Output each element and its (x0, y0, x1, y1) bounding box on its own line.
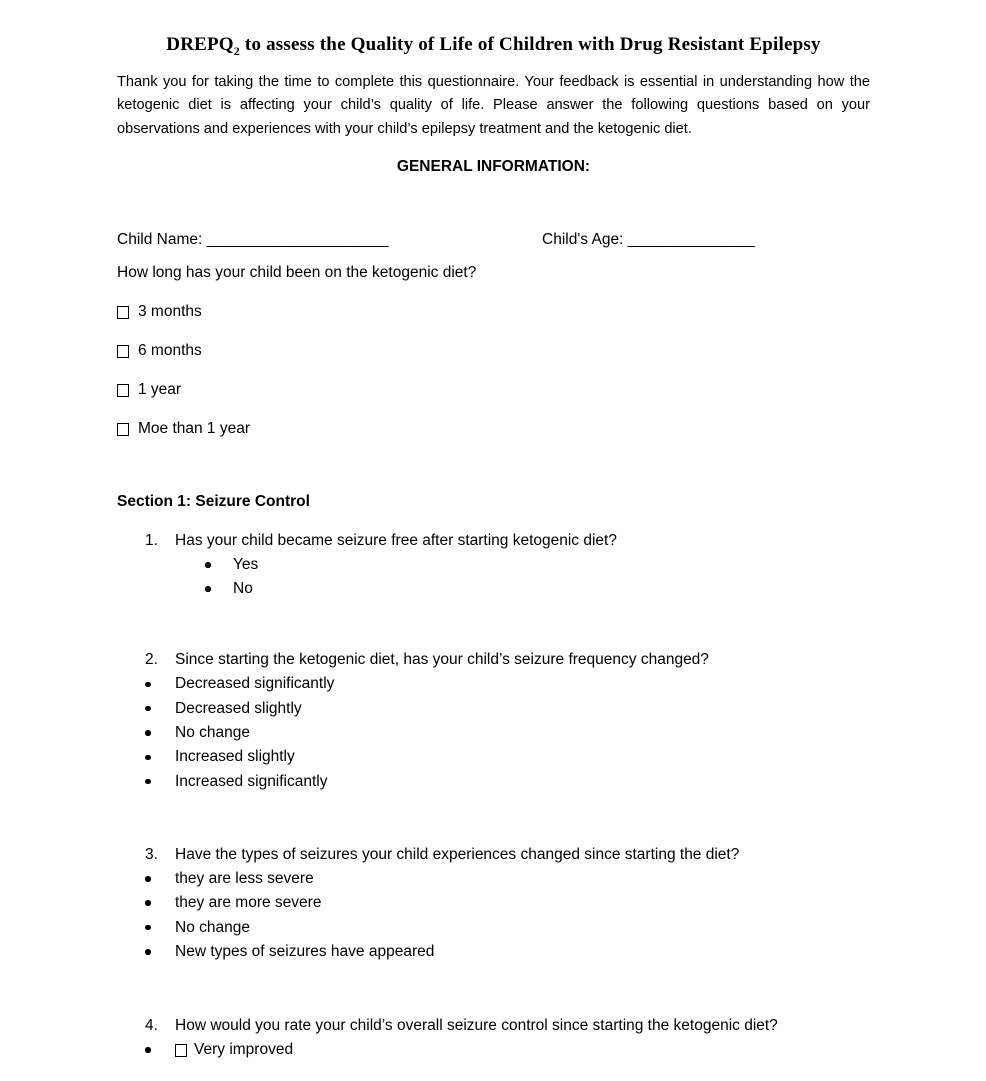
bullet-icon (145, 891, 175, 915)
child-age-field (542, 229, 755, 250)
bullet-icon (145, 916, 175, 940)
option-increased-slightly (117, 745, 870, 769)
question-2 (117, 647, 870, 793)
question-3-text: Have the types of seizures your child experiences changed since starting the diet? (175, 845, 740, 863)
option-label: No change (175, 918, 250, 936)
duration-option-3-months[interactable] (117, 304, 870, 321)
option-no (117, 577, 870, 601)
duration-option-label: 1 year (138, 381, 182, 399)
title-subscript: 2 (233, 43, 240, 58)
checkbox-icon[interactable] (117, 384, 129, 397)
bullet-icon (145, 1038, 175, 1062)
option-more-severe (117, 891, 870, 915)
document-title (117, 33, 870, 57)
option-label: No (233, 580, 253, 598)
question-4 (117, 1013, 870, 1062)
option-no-change (117, 916, 870, 940)
question-1-row (117, 528, 870, 553)
question-4-row (117, 1013, 870, 1038)
title-main: DREPQ (166, 34, 234, 55)
bullet-icon (145, 672, 175, 696)
option-increased-significantly (117, 770, 870, 794)
option-label: Yes (233, 555, 259, 573)
option-label: Decreased significantly (175, 675, 335, 693)
title-rest: to assess the Quality of Life of Children with Drug Resistant Epilepsy (239, 34, 821, 55)
checkbox-icon[interactable] (117, 345, 129, 358)
option-label: they are more severe (175, 894, 322, 912)
question-3-options (117, 867, 870, 964)
child-age-label: Child's Age: (542, 230, 628, 248)
option-no-change (117, 721, 870, 745)
question-4-number: 4. (145, 1017, 158, 1035)
question-1-options (117, 553, 870, 602)
question-2-text: Since starting the ketogenic diet, has your child’s seizure frequency changed? (175, 651, 709, 669)
option-label: Increased significantly (175, 772, 328, 790)
bullet-icon (145, 721, 175, 745)
bullet-icon (145, 867, 175, 891)
option-less-severe (117, 867, 870, 891)
bullet-icon (205, 553, 233, 577)
question-3-number: 3. (145, 845, 158, 863)
bullet-icon (145, 770, 175, 794)
bullet-icon (145, 940, 175, 964)
child-name-label: Child Name: (117, 230, 207, 248)
option-label: No change (175, 724, 250, 742)
question-2-options (117, 672, 870, 793)
checkbox-icon[interactable] (117, 306, 129, 319)
child-name-blank[interactable]: ____________________ (206, 230, 390, 248)
question-3-row (117, 842, 870, 867)
option-label: Very improved (194, 1041, 294, 1059)
duration-question: How long has your child been on the ketogenic diet? (117, 263, 477, 281)
option-label: New types of seizures have appeared (175, 942, 435, 960)
question-4-options (117, 1038, 870, 1062)
intro-paragraph: Thank you for taking the time to complete this questionnaire. Your feedback is essential in understanding how the ketogenic diet is affecting your child’s quality of life. Please answer the following questions based on your observations and experiences with your child’s epilepsy treatment and the ketogenic diet. (117, 74, 870, 137)
duration-option-label: 3 months (138, 303, 202, 321)
child-name-field (117, 229, 542, 250)
question-1-number: 1. (145, 531, 158, 549)
option-very-improved[interactable] (117, 1038, 870, 1062)
option-label: Decreased slightly (175, 699, 302, 717)
duration-option-label: Moe than 1 year (138, 420, 251, 438)
option-label: they are less severe (175, 869, 314, 887)
bullet-icon (145, 697, 175, 721)
duration-option-6-months[interactable] (117, 343, 870, 360)
question-4-text: How would you rate your child’s overall seizure control since starting the ketogenic diet? (175, 1017, 778, 1035)
duration-option-label: 6 months (138, 342, 202, 360)
option-yes (117, 553, 870, 577)
duration-option-more-than-1-year[interactable] (117, 421, 870, 438)
bullet-icon (205, 577, 233, 601)
general-information-heading: GENERAL INFORMATION: (396, 157, 591, 175)
fields-row (117, 229, 870, 250)
child-age-blank[interactable]: ______________ (627, 230, 756, 248)
checkbox-icon[interactable] (117, 423, 129, 436)
question-3 (117, 842, 870, 964)
option-label: Increased slightly (175, 748, 295, 766)
question-1-text: Has your child became seizure free after starting ketogenic diet? (175, 531, 617, 549)
question-1 (117, 528, 870, 602)
question-2-number: 2. (145, 651, 158, 669)
option-decreased-slightly (117, 697, 870, 721)
question-2-row (117, 647, 870, 672)
option-new-types-appeared (117, 940, 870, 964)
bullet-icon (145, 745, 175, 769)
duration-option-1-year[interactable] (117, 382, 870, 399)
checkbox-icon[interactable] (175, 1044, 187, 1057)
option-decreased-significantly (117, 672, 870, 696)
section1-heading: Section 1: Seizure Control (117, 492, 310, 510)
